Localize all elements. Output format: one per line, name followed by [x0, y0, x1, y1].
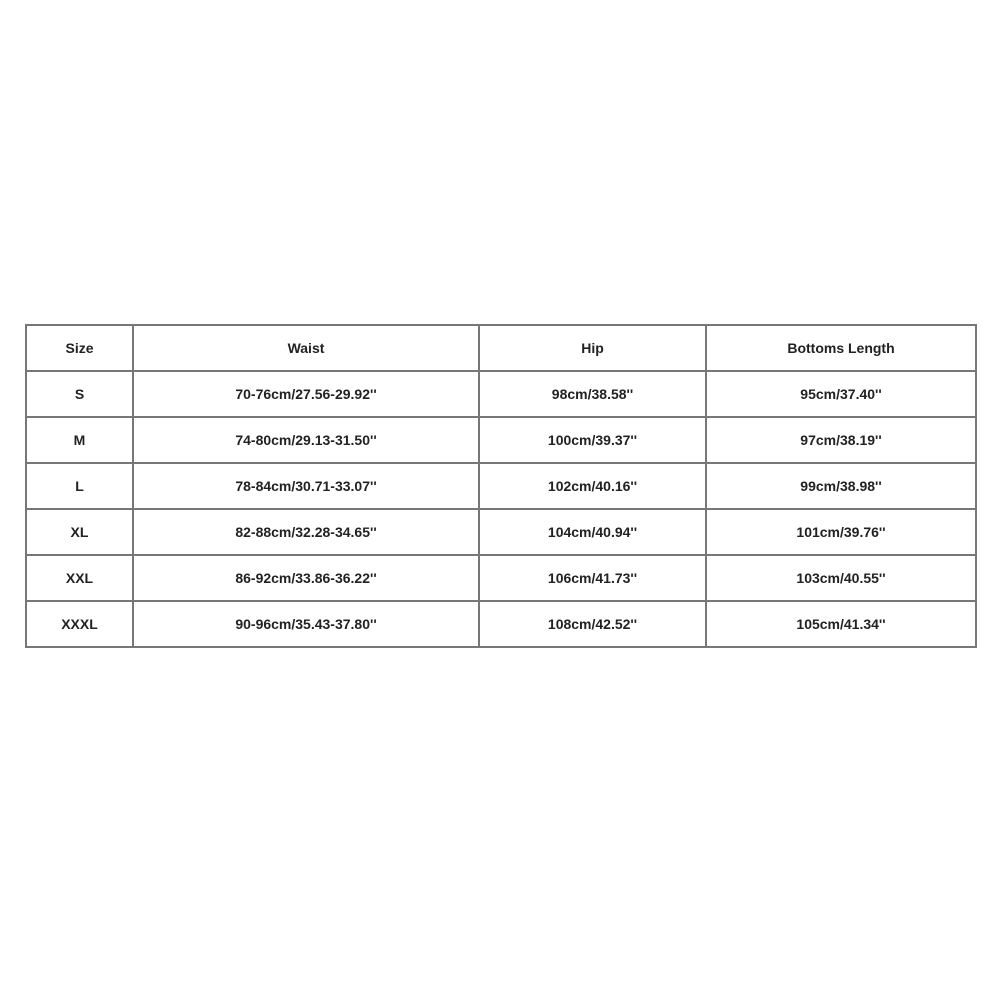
cell-bottoms-length: 95cm/37.40''	[706, 371, 976, 417]
cell-size: S	[26, 371, 133, 417]
cell-waist: 90-96cm/35.43-37.80''	[133, 601, 479, 647]
cell-bottoms-length: 105cm/41.34''	[706, 601, 976, 647]
table-row	[26, 371, 976, 417]
cell-bottoms-length: 99cm/38.98''	[706, 463, 976, 509]
cell-size: L	[26, 463, 133, 509]
cell-hip: 100cm/39.37''	[479, 417, 706, 463]
cell-size: M	[26, 417, 133, 463]
cell-waist: 70-76cm/27.56-29.92''	[133, 371, 479, 417]
cell-hip: 104cm/40.94''	[479, 509, 706, 555]
cell-waist: 86-92cm/33.86-36.22''	[133, 555, 479, 601]
cell-size: XL	[26, 509, 133, 555]
cell-hip: 108cm/42.52''	[479, 601, 706, 647]
cell-waist: 74-80cm/29.13-31.50''	[133, 417, 479, 463]
size-chart-table	[25, 324, 977, 648]
table-row	[26, 463, 976, 509]
cell-bottoms-length: 103cm/40.55''	[706, 555, 976, 601]
header-bottoms-length: Bottoms Length	[706, 325, 976, 371]
cell-bottoms-length: 101cm/39.76''	[706, 509, 976, 555]
header-size: Size	[26, 325, 133, 371]
header-waist: Waist	[133, 325, 479, 371]
cell-hip: 98cm/38.58''	[479, 371, 706, 417]
table-row	[26, 417, 976, 463]
table-row	[26, 509, 976, 555]
cell-waist: 82-88cm/32.28-34.65''	[133, 509, 479, 555]
table-row	[26, 555, 976, 601]
table-row	[26, 601, 976, 647]
cell-size: XXXL	[26, 601, 133, 647]
cell-hip: 102cm/40.16''	[479, 463, 706, 509]
cell-bottoms-length: 97cm/38.19''	[706, 417, 976, 463]
header-hip: Hip	[479, 325, 706, 371]
cell-hip: 106cm/41.73''	[479, 555, 706, 601]
cell-size: XXL	[26, 555, 133, 601]
cell-waist: 78-84cm/30.71-33.07''	[133, 463, 479, 509]
table-header-row	[26, 325, 976, 371]
